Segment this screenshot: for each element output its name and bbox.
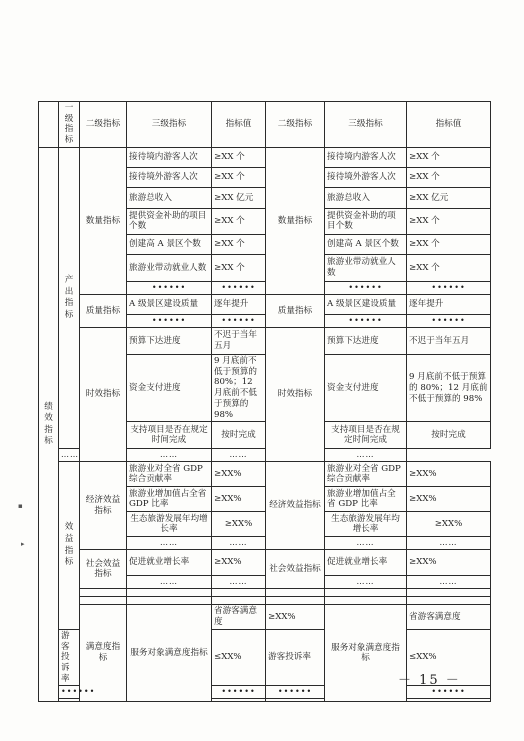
table-row: •••••• •••••• •••••• •••••• xyxy=(39,686,491,699)
table-row: 生态旅游发展年均增长率 ≥XX% 生态旅游发展年均增长率 ≥XX% xyxy=(39,512,491,537)
level2-social-right: 社会效益指标 xyxy=(266,550,325,589)
header-level3-right: 三级指标 xyxy=(325,102,407,148)
level2-social-left: 社会效益指标 xyxy=(80,550,127,589)
table-row: 质量指标 A 级景区建设质量 逐年提升 质量指标 A 级景区建设质量 逐年提升 xyxy=(39,294,491,314)
level2-economic-right: 经济效益指标 xyxy=(266,462,325,550)
table-spacer-row xyxy=(39,597,491,605)
table-row: 支持项目是否在规定时间完成 按时完成 支持项目是否在规定时间完成 按时完成 xyxy=(39,422,491,449)
table-row: 旅游总收入 ≥XX 亿元 旅游总收入 ≥XX 亿元 xyxy=(39,187,491,208)
table-row: 创建高 A 景区个数 ≥XX 个 创建高 A 景区个数 ≥XX 个 xyxy=(39,234,491,254)
table-row: …… …… …… …… xyxy=(39,537,491,550)
level1-output-cell: 产出指标 xyxy=(59,147,80,448)
table-row: 满意度指标 服务对象满意度指标 省游客满意度 ≥XX% 服务对象满意度指标 省游客满意度 xyxy=(39,605,491,629)
table-row: 提供资金补助的项目个数 ≥XX 个 提供资金补助的项目个数 ≥XX 个 xyxy=(39,208,491,234)
table-row: 旅游业带动就业人数 ≥XX 个 旅游业带动就业人数 ≥XX 个 xyxy=(39,254,491,281)
level1-benefit-cell: 效益指标 xyxy=(59,462,80,629)
page-number: － 15 － xyxy=(398,673,461,688)
level2-service-right: 服务对象满意度指标 xyxy=(325,605,407,702)
binding-mark: ▪ xyxy=(18,502,23,510)
level2-quality-right: 质量指标 xyxy=(266,294,325,327)
level2-service-left: 服务对象满意度指标 xyxy=(127,605,212,702)
level2-economic-left: 经济效益指标 xyxy=(80,462,127,550)
binding-mark: ▸ xyxy=(21,540,25,548)
header-value-right: 指标值 xyxy=(407,102,491,148)
table-row: 效益指标 经济效益指标 旅游业对全省 GDP 综合贡献率 ≥XX% 经济效益指标 旅游业对全省 GDP 综合贡献率 ≥XX% xyxy=(39,462,491,487)
table-row: …… …… …… …… xyxy=(39,576,491,589)
table-row: 游客投诉率 ≤XX% 游客投诉率 ≤XX% xyxy=(39,629,491,686)
table-row: 绩效指标 产出指标 数量指标 接待境内游客人次 ≥XX 个 数量指标 接待境内游客人次 ≥XX 个 xyxy=(39,147,491,167)
level2-quantity-right: 数量指标 xyxy=(266,147,325,294)
table-row: 时效指标 预算下达进度 不迟于当年五月 时效指标 预算下达进度 不迟于当年五月 xyxy=(39,327,491,354)
table-row: 接待境外游客人次 ≥XX 个 接待境外游客人次 ≥XX 个 xyxy=(39,167,491,187)
table-row: •••••• •••••• •••••• •••••• xyxy=(39,281,491,294)
header-level2-left: 二级指标 xyxy=(80,102,127,148)
level1-perf-cell: 绩效指标 xyxy=(39,147,59,702)
table-header-row xyxy=(39,102,491,148)
level2-quantity-left: 数量指标 xyxy=(80,147,127,294)
level2-timeliness-left: 时效指标 xyxy=(80,327,127,461)
level1-satisfaction-cell: 满意度指标 xyxy=(80,605,127,702)
header-level2-right: 二级指标 xyxy=(266,102,325,148)
table-row: …… …… …… …… xyxy=(39,449,491,462)
level2-quality-left: 质量指标 xyxy=(80,294,127,327)
header-value-left: 指标值 xyxy=(212,102,266,148)
header-level1: 一级指标 xyxy=(59,102,80,148)
table-row: 资金支付进度 9 月底前不低于预算的 80%；12 月底前不低于预算的 98% 资金支付进度 9 月底前不低于预算的 80%；12 月底前不低于预算的 98% xyxy=(39,354,491,421)
table-spacer-row xyxy=(39,589,491,597)
table-row: 旅游业增加值占全省 GDP 比率 ≥XX% 旅游业增加值占全省 GDP 比率 ≥XX% xyxy=(39,487,491,512)
level2-timeliness-right: 时效指标 xyxy=(266,327,325,461)
table-row: 社会效益指标 促进就业增长率 ≥XX% 社会效益指标 促进就业增长率 ≥XX% xyxy=(39,550,491,576)
table-row: •••••• •••••• •••••• •••••• xyxy=(39,314,491,327)
performance-indicator-table xyxy=(38,101,491,702)
header-level3-left: 三级指标 xyxy=(127,102,212,148)
